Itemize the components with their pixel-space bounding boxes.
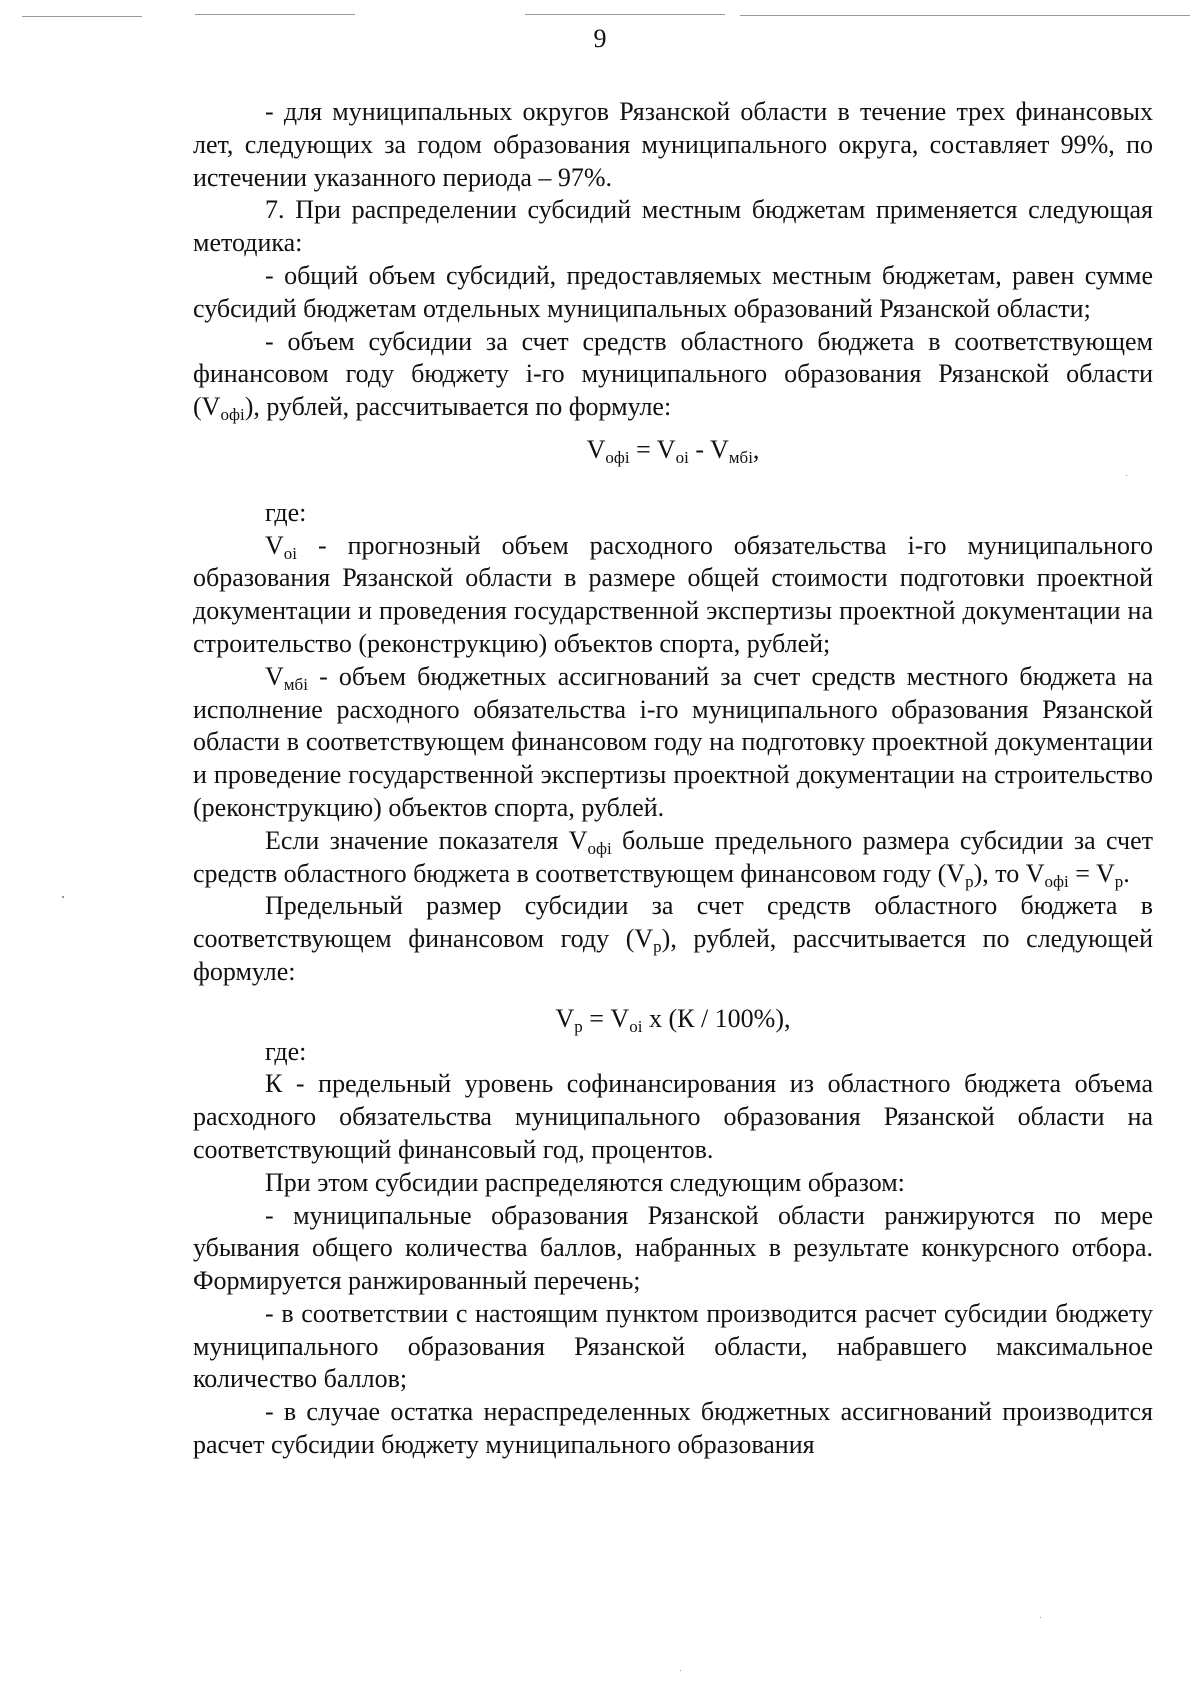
paragraph: При этом субсидии распределяются следующим образом: bbox=[265, 1167, 905, 1197]
scan-speck bbox=[62, 896, 64, 898]
paragraph: - в соответствии с настоящим пунктом производится расчет субсидии бюджету муниципального образования Рязанской области, набравшего максимальное количество баллов; bbox=[193, 1298, 1153, 1394]
document-body bbox=[193, 96, 1153, 1462]
formula: $V_{офi} = V_{oi} - V_{мбi}$, bbox=[586, 434, 760, 467]
paragraph: Если значение показателя $V_{офi}$ больше предельного размера субсидии за счет средств областного бюджета в соответствующем финансовом году $(V_р)$, то $V_{офi} = V_р$. bbox=[193, 825, 1153, 891]
paragraph: - в случае остатка нераспределенных бюджетных ассигнований производится расчет субсидии бюджету муниципального образования bbox=[193, 1397, 1153, 1460]
paragraph: $V_{oi}$ - прогнозный объем расходного обязательства i-го муниципального образования Рязанской области в размере общей стоимости подготовки проектной документации и проведения государственной экспертизы проектной документации на строительство (реконструкцию) объектов спорта, рублей; bbox=[193, 530, 1153, 658]
paragraph: - общий объем субсидий, предоставляемых местным бюджетам, равен сумме субсидий бюджетам отдельных муниципальных образований Рязанской области; bbox=[193, 260, 1153, 323]
scan-speck bbox=[1040, 1617, 1041, 1618]
where-label: где: bbox=[265, 1036, 307, 1066]
scan-speck bbox=[1126, 475, 1127, 476]
paragraph: Предельный размер субсидии за счет средств областного бюджета в соответствующем финансовом году $(V_р)$, рублей, рассчитывается по следующей формуле: bbox=[193, 891, 1153, 986]
formula: $V_р = V_{oi}$ x (К / 100%), bbox=[555, 1003, 791, 1036]
paragraph: - муниципальные образования Рязанской области ранжируются по мере убывания общего количества баллов, набранных в результате конкурсного отбора. Формируется ранжированный перечень; bbox=[193, 1200, 1153, 1296]
paragraph: - объем субсидии за счет средств областного бюджета в соответствующем финансовом году бюджету i-го муниципального образования Рязанской области $(V_{офi})$, рублей, рассчитывается по формуле: bbox=[193, 326, 1153, 425]
paragraph: - для муниципальных округов Рязанской области в течение трех финансовых лет, следующих за годом образования муниципального округа, составляет 99%, по истечении указанного периода – 97%. bbox=[193, 97, 1153, 192]
paragraph: 7. При распределении субсидий местным бюджетам применяется следующая методика: bbox=[193, 195, 1153, 258]
page-number: 9 bbox=[593, 24, 607, 53]
paragraph: К - предельный уровень софинансирования из областного бюджета объема расходного обязательства муниципального образования Рязанской области на соответствующий финансовый год, процентов. bbox=[193, 1069, 1153, 1164]
paragraph: $V_{мбi}$ - объем бюджетных ассигнований за счет средств местного бюджета на исполнение расходного обязательства i-го муниципального образования Рязанской области в соответствующем финансовом году на подготовку проектной документации и проведение государственной экспертизы проектной документации на строительство (реконструкцию) объектов спорта, рублей. bbox=[193, 661, 1153, 822]
where-label: где: bbox=[265, 497, 307, 527]
scan-speck bbox=[680, 1670, 681, 1671]
